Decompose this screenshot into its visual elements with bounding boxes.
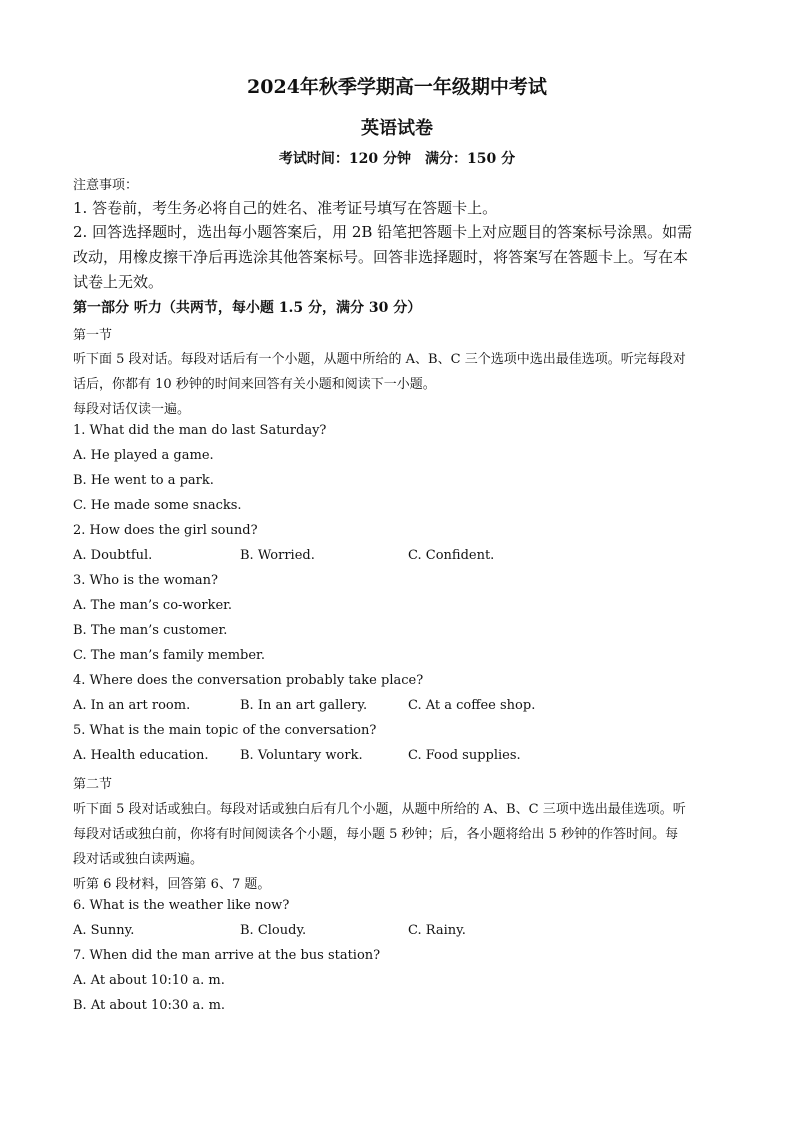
part1-heading: 第一部分 听力（共两节，每小题 1.5 分，满分 30 分）	[73, 300, 422, 316]
exam-time-score: 考试时间：120 分钟 满分：150 分	[278, 151, 516, 167]
section2-instruction-line-3: 段对话或独白读两遍。	[73, 852, 204, 867]
question-2-option-c: C. Confident.	[408, 548, 495, 563]
question-2: 2. How does the girl sound?	[73, 523, 258, 538]
notice-item-2-line-1: 2. 回答选择题时，选出每小题答案后，用 2B 铅笔把答题卡上对应题目的答案标号涂黑。如需	[73, 223, 693, 241]
notice-heading: 注意事项：	[73, 178, 139, 193]
question-1-option-b: B. He went to a park.	[73, 473, 214, 488]
question-6-option-b: B. Cloudy.	[240, 923, 307, 938]
question-4-option-c: C. At a coffee shop.	[408, 698, 536, 713]
question-7-option-a: A. At about 10:10 a. m.	[73, 973, 225, 988]
question-4-option-a: A. In an art room.	[73, 698, 191, 713]
section1-instruction-line-3: 每段对话仅读一遍。	[73, 402, 191, 417]
question-3-option-a: A. The man’s co-worker.	[73, 598, 233, 613]
question-1: 1. What did the man do last Saturday?	[73, 423, 327, 438]
question-1-option-a: A. He played a game.	[73, 448, 214, 463]
notice-item-2-line-3: 试卷上无效。	[73, 273, 164, 291]
question-2-option-a: A. Doubtful.	[73, 548, 153, 563]
question-3-option-b: B. The man’s customer.	[73, 623, 228, 638]
question-7: 7. When did the man arrive at the bus station?	[73, 948, 381, 963]
question-7-option-b: B. At about 10:30 a. m.	[73, 998, 226, 1013]
question-5-option-a: A. Health education.	[73, 748, 209, 763]
section2-label: 第二节	[73, 777, 113, 792]
question-1-option-c: C. He made some snacks.	[73, 498, 242, 513]
subject-title: 英语试卷	[361, 118, 433, 139]
notice-item-2-line-2: 改动，用橡皮擦干净后再选涂其他答案标号。回答非选择题时，将答案写在答题卡上。写在本	[73, 248, 689, 266]
question-4: 4. Where does the conversation probably take place?	[73, 673, 424, 688]
question-3-option-c: C. The man’s family member.	[73, 648, 265, 663]
question-2-option-b: B. Worried.	[240, 548, 315, 563]
section2-instruction-line-1: 听下面 5 段对话或独白。每段对话或独白后有几个小题，从题中所给的 A、B、C 三项中选出最佳选项。听	[73, 802, 686, 817]
question-5-option-c: C. Food supplies.	[408, 748, 521, 763]
question-4-option-b: B. In an art gallery.	[240, 698, 368, 713]
section1-label: 第一节	[73, 328, 113, 343]
section1-instruction-line-1: 听下面 5 段对话。每段对话后有一个小题，从题中所给的 A、B、C 三个选项中选出最佳选项。听完每段对	[73, 352, 686, 367]
question-3: 3. Who is the woman?	[73, 573, 218, 588]
question-6-option-c: C. Rainy.	[408, 923, 466, 938]
question-5: 5. What is the main topic of the conversation?	[73, 723, 377, 738]
exam-title: 2024年秋季学期高一年级期中考试	[247, 76, 547, 98]
question-6-option-a: A. Sunny.	[73, 923, 135, 938]
section2-instruction-line-2: 每段对话或独白前，你将有时间阅读各个小题，每小题 5 秒钟；后，各小题将给出 5 秒钟的作答时间。每	[73, 827, 679, 842]
question-5-option-b: B. Voluntary work.	[240, 748, 363, 763]
section1-instruction-line-2: 话后，你都有 10 秒钟的时间来回答有关小题和阅读下一小题。	[73, 377, 436, 392]
material-6-note: 听第 6 段材料，回答第 6、7 题。	[73, 877, 271, 892]
notice-item-1: 1. 答卷前，考生务必将自己的姓名、准考证号填写在答题卡上。	[73, 199, 498, 217]
question-6: 6. What is the weather like now?	[73, 898, 290, 913]
